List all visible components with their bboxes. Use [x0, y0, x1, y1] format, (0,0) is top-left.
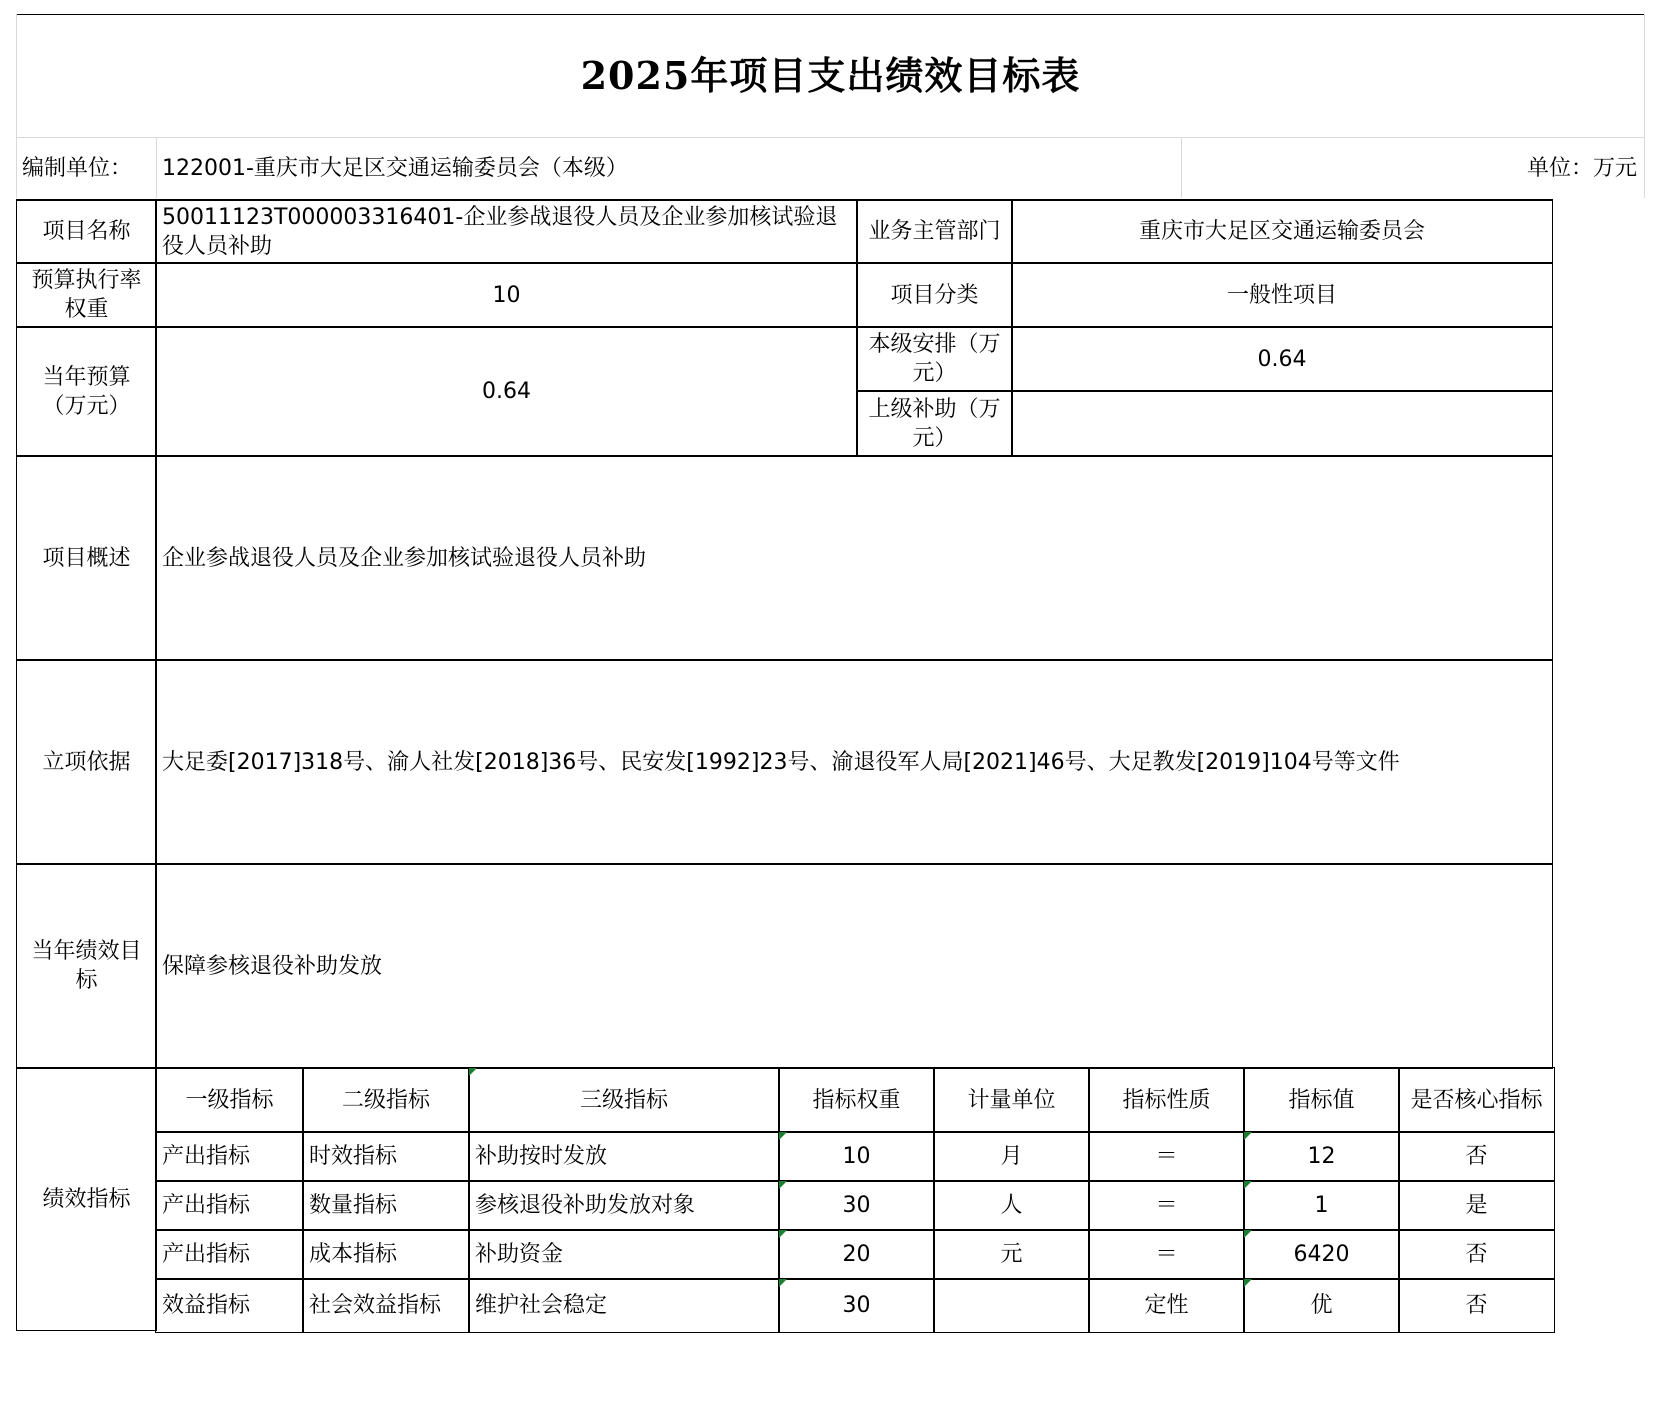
indicator-cell-core: 否 — [1398, 1278, 1555, 1333]
indicator-cell-core: 否 — [1398, 1131, 1555, 1182]
budget-label: 当年预算（万元） — [16, 326, 157, 457]
org-label: 编制单位： — [22, 155, 133, 181]
budget-value: 0.64 — [155, 326, 858, 457]
indicator-cell-level2: 成本指标 — [302, 1229, 470, 1280]
indicator-cell-core: 是 — [1398, 1180, 1555, 1231]
org-value: 122001-重庆市大足区交通运输委员会（本级） — [162, 155, 628, 181]
comment-marker-icon — [779, 1132, 787, 1140]
indicator-cell-level1: 产出指标 — [155, 1229, 304, 1280]
indicator-header-value: 指标值 — [1243, 1067, 1400, 1133]
indicator-cell-level3: 补助按时发放 — [468, 1131, 780, 1182]
indicator-cell-value: 1 — [1243, 1180, 1400, 1231]
basis-label: 立项依据 — [16, 659, 157, 865]
basis-value: 大足委[2017]318号、渝人社发[2018]36号、民安发[1992]23号、渝退役军人局[2021]46号、大足教发[2019]104号等文件 — [155, 659, 1553, 865]
comment-marker-icon — [1244, 1181, 1252, 1189]
dept-value: 重庆市大足区交通运输委员会 — [1011, 199, 1553, 264]
comment-marker-icon — [1244, 1230, 1252, 1238]
dept-label: 业务主管部门 — [856, 199, 1013, 264]
performance-target-sheet — [16, 14, 1645, 1410]
indicator-cell-nature: ＝ — [1088, 1229, 1245, 1280]
indicator-cell-weight: 30 — [778, 1180, 935, 1231]
comment-marker-icon — [469, 1068, 477, 1076]
comment-marker-icon — [779, 1279, 787, 1287]
weight-label: 预算执行率权重 — [16, 262, 157, 328]
indicator-cell-level2: 时效指标 — [302, 1131, 470, 1182]
indicator-cell-level3: 维护社会稳定 — [468, 1278, 780, 1333]
indicator-cell-value: 优 — [1243, 1278, 1400, 1333]
comment-marker-icon — [1244, 1132, 1252, 1140]
indicator-cell-weight: 10 — [778, 1131, 935, 1182]
indicator-header-level2: 二级指标 — [302, 1067, 470, 1133]
category-value: 一般性项目 — [1011, 262, 1553, 328]
indicator-cell-nature: ＝ — [1088, 1180, 1245, 1231]
project-name-value: 50011123T000003316401-企业参战退役人员及企业参加核试验退役人员补助 — [155, 199, 858, 264]
comment-marker-icon — [1244, 1279, 1252, 1287]
project-name-label: 项目名称 — [16, 199, 157, 264]
indicator-cell-level1: 产出指标 — [155, 1131, 304, 1182]
upper-label: 上级补助（万元） — [856, 390, 1013, 457]
indicator-cell-weight: 30 — [778, 1278, 935, 1333]
category-label: 项目分类 — [856, 262, 1013, 328]
indicator-cell-value: 6420 — [1243, 1229, 1400, 1280]
local-value: 0.64 — [1011, 326, 1553, 392]
indicator-cell-unit: 月 — [933, 1131, 1090, 1182]
indicator-cell-nature: 定性 — [1088, 1278, 1245, 1333]
indicator-header-core: 是否核心指标 — [1398, 1067, 1555, 1133]
unit-label: 单位：万元 — [1526, 155, 1637, 181]
goal-value: 保障参核退役补助发放 — [155, 863, 1553, 1069]
indicator-cell-core: 否 — [1398, 1229, 1555, 1280]
upper-value — [1011, 390, 1553, 457]
indicator-cell-level1: 效益指标 — [155, 1278, 304, 1333]
indicator-cell-unit: 人 — [933, 1180, 1090, 1231]
indicator-cell-level2: 社会效益指标 — [302, 1278, 470, 1333]
indicator-cell-level2: 数量指标 — [302, 1180, 470, 1231]
indicator-header-weight: 指标权重 — [778, 1067, 935, 1133]
indicator-header-unit: 计量单位 — [933, 1067, 1090, 1133]
indicator-header-nature: 指标性质 — [1088, 1067, 1245, 1133]
indicator-cell-level1: 产出指标 — [155, 1180, 304, 1231]
indicator-cell-value: 12 — [1243, 1131, 1400, 1182]
comment-marker-icon — [779, 1181, 787, 1189]
overview-label: 项目概述 — [16, 455, 157, 661]
goal-label: 当年绩效目标 — [16, 863, 157, 1069]
weight-value: 10 — [155, 262, 858, 328]
comment-marker-icon — [779, 1230, 787, 1238]
local-label: 本级安排（万元） — [856, 326, 1013, 392]
indicator-cell-unit — [933, 1278, 1090, 1333]
indicator-cell-level3: 参核退役补助发放对象 — [468, 1180, 780, 1231]
indicator-header-level3: 三级指标 — [468, 1067, 780, 1133]
overview-value: 企业参战退役人员及企业参加核试验退役人员补助 — [155, 455, 1553, 661]
indicator-header-level1: 一级指标 — [155, 1067, 304, 1133]
indicator-cell-weight: 20 — [778, 1229, 935, 1280]
indicator-cell-nature: ＝ — [1088, 1131, 1245, 1182]
sheet-title: 2025年项目支出绩效目标表 — [580, 53, 1081, 98]
indicator-cell-level3: 补助资金 — [468, 1229, 780, 1280]
indicators-section-label: 绩效指标 — [16, 1067, 157, 1331]
indicator-cell-unit: 元 — [933, 1229, 1090, 1280]
